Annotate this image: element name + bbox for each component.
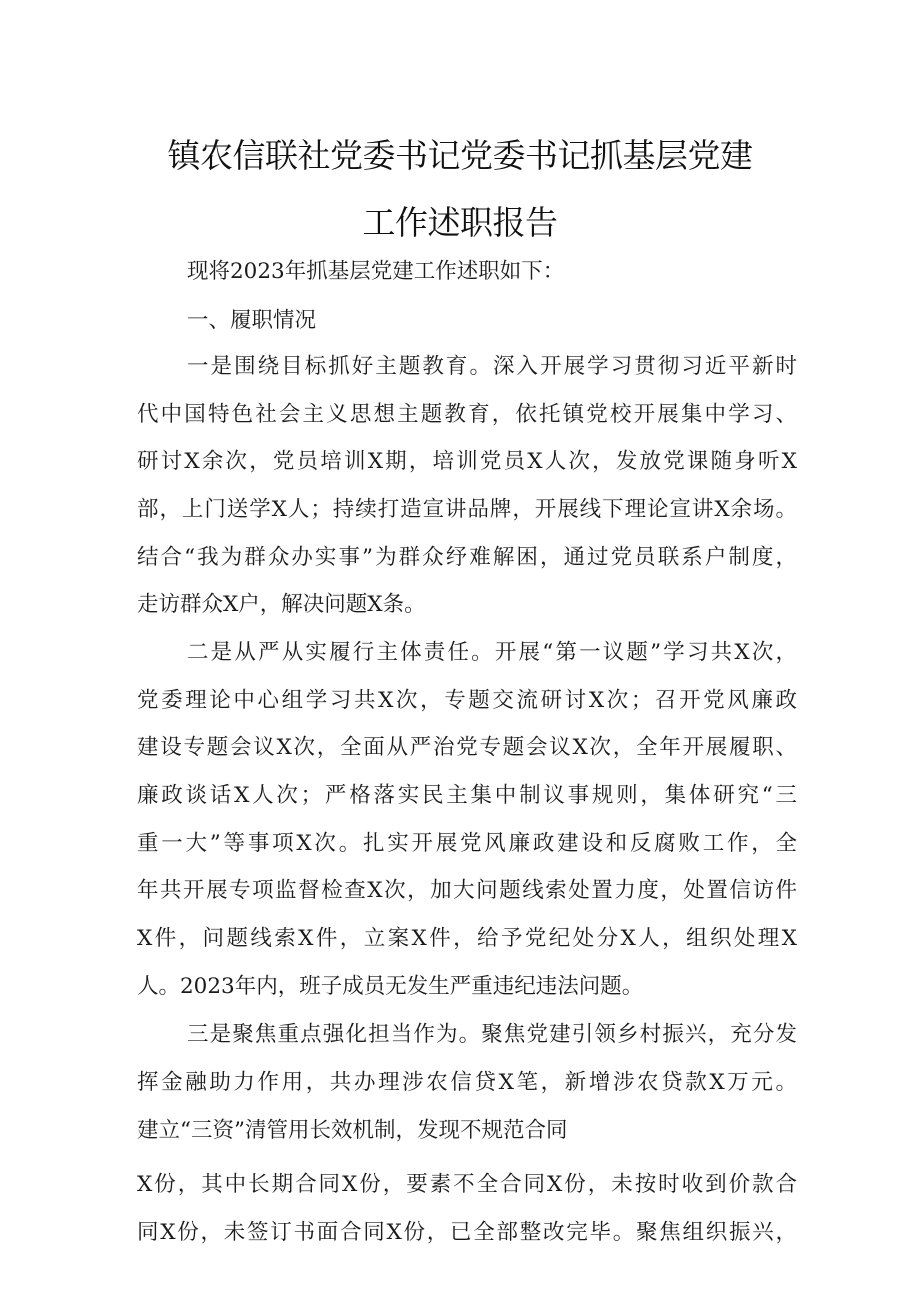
- paragraph-line: 研讨X余次，党员培训X期，培训党员X人次，发放党课随身听X: [137, 449, 797, 474]
- paragraph-line: 廉政谈话X人次；严格落实民主集中制议事规则，集体研究“三: [137, 783, 797, 808]
- paragraph-line: 二是从严从实履行主体责任。开展“第一议题”学习共X次，: [187, 640, 797, 665]
- intro-paragraph: 现将2023年抓基层党建工作述职如下：: [187, 259, 565, 284]
- paragraph-line: 人。2023年内，班子成员无发生严重违纪违法问题。: [137, 974, 644, 999]
- paragraph-line: X份，其中长期合同X份，要素不全合同X份，未按时收到价款合: [137, 1172, 797, 1197]
- paragraph-line: 一是围绕目标抓好主题教育。深入开展学习贯彻习近平新时: [187, 354, 797, 379]
- paragraph-line: 年共开展专项监督检查X次，加大问题线索处置力度，处置信访件: [137, 878, 797, 903]
- paragraph-line: 部，上门送学X人；持续打造宣讲品牌，开展线下理论宣讲X余场。: [137, 497, 797, 522]
- paragraph-line: 走访群众X户，解决问题X条。: [137, 592, 426, 617]
- paragraph-line: 代中国特色社会主义思想主题教育，依托镇党校开展集中学习、: [137, 402, 797, 427]
- paragraph-line: 建立“三资”清管用长效机制，发现不规范合同: [137, 1118, 568, 1143]
- paragraph-line: 党委理论中心组学习共X次，专题交流研讨X次；召开党风廉政: [137, 688, 797, 713]
- paragraph-line: 结合“我为群众办实事”为群众纾难解困，通过党员联系户制度，: [137, 545, 797, 570]
- paragraph-line: 三是聚焦重点强化担当作为。聚焦党建引领乡村振兴，充分发: [187, 1022, 797, 1047]
- paragraph-line: 建设专题会议X次，全面从严治党专题会议X次，全年开展履职、: [137, 735, 797, 760]
- paragraph-line: 重一大”等事项X次。扎实开展党风廉政建设和反腐败工作，全: [137, 831, 797, 856]
- paragraph-line: 同X份，未签订书面合同X份，已全部整改完毕。聚焦组织振兴，: [137, 1220, 797, 1245]
- document-title-line-1: 镇农信联社党委书记党委书记抓基层党建: [167, 136, 753, 175]
- paragraph-line: X件，问题线索X件，立案X件，给予党纪处分X人，组织处理X: [137, 926, 797, 951]
- paragraph-line: 挥金融助力作用，共办理涉农信贷X笔，新增涉农贷款X万元。: [137, 1070, 797, 1095]
- document-title-line-2: 工作述职报告: [362, 203, 558, 242]
- section-heading: 一、履职情况: [187, 308, 317, 333]
